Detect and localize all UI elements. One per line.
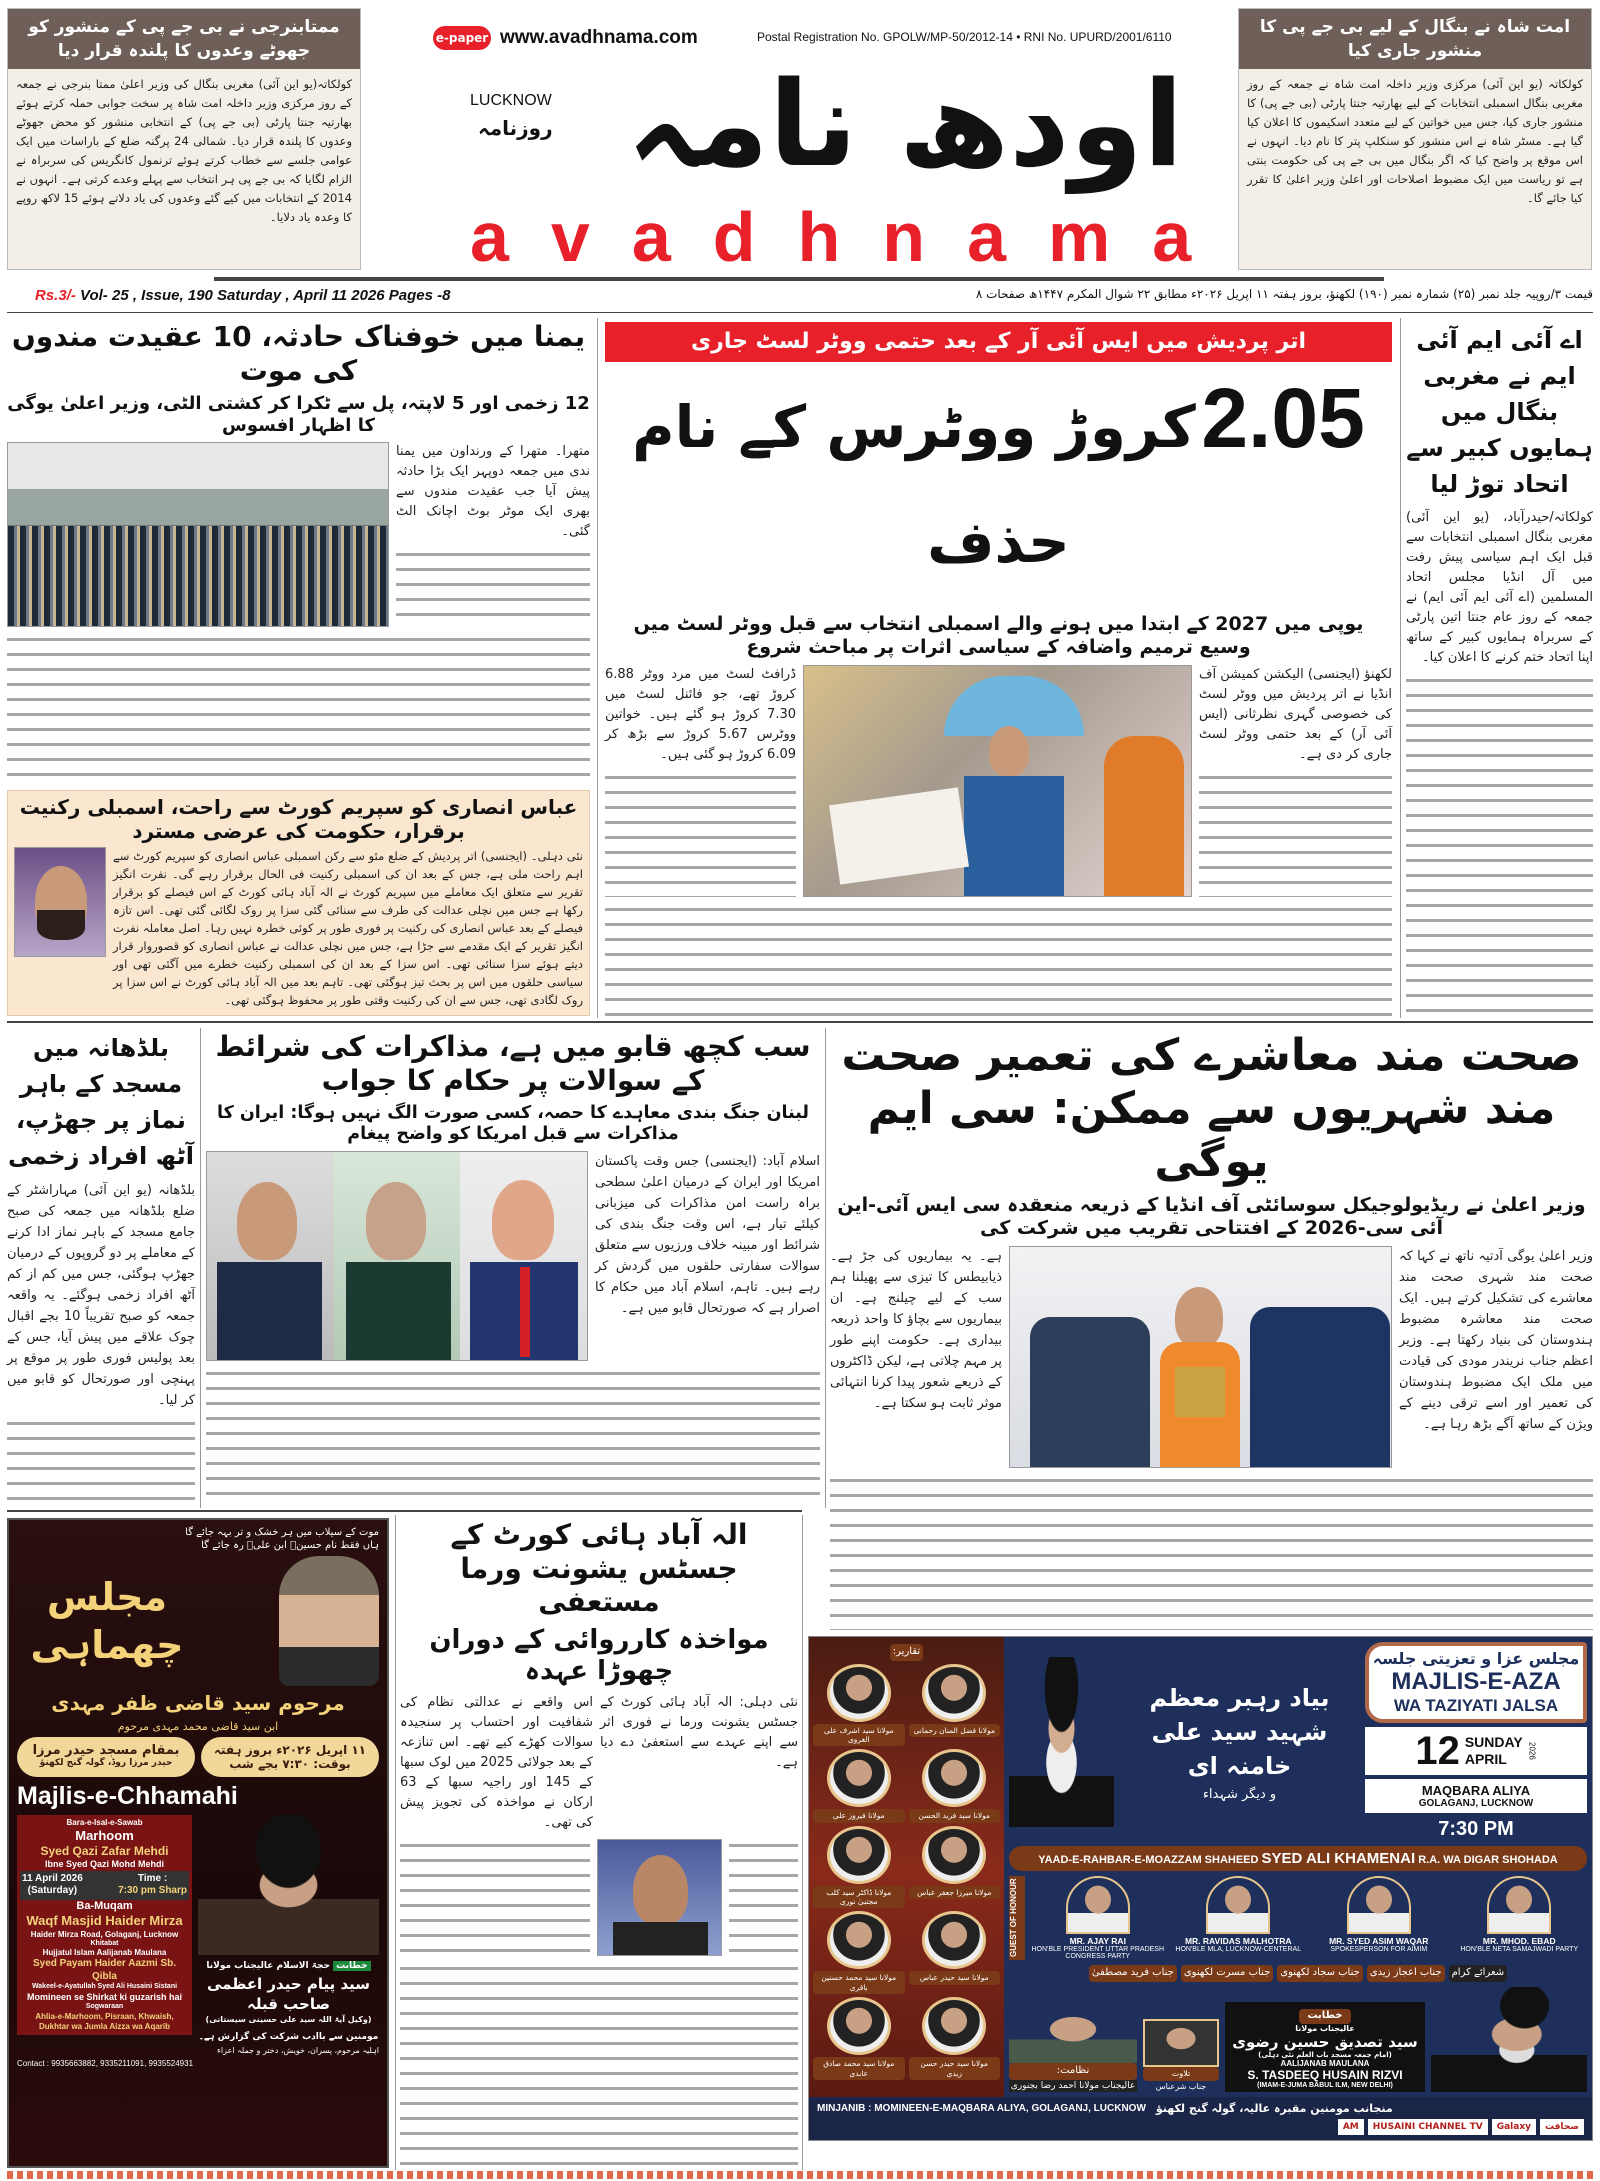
justice-varma-photo [597,1839,722,1956]
ad-title-card [1365,1642,1587,1723]
deceased-photo [279,1556,379,1686]
lead-banner: اتر پردیش میں ایس آئی آر کے بعد حتمی ووٹر لسٹ جاری [605,322,1392,362]
allahabad-body-columns [400,1962,798,2166]
deceased-urdu: مرحوم سید قاضی ظفر مہدی [51,1691,345,1715]
deceased-sub-urdu: ابن سید قاضی محمد مہدی مرحوم [117,1720,279,1733]
ad-speaker-urdu3: (وکیل آیۃ اللہ سید علی حسینی سیستانی) [205,2015,372,2024]
guest-card [1171,1876,1307,1960]
speaker-name: مولانا سید حیدر عباس [909,1971,1001,1984]
right-ear-body: کولکاتہ (یو این آئی) مرکزی وزیر داخلہ امت شاہ نے جمعہ کے روز مغربی بنگال اسمبلی انتخابات کے لیے بھارتیہ جنتا پارٹی (بی جے پی) کا منشور جاری کیا، جس میں خواتین کے لیے متعدد اسکیموں کا اعلان کیا گیا ہے۔ مسٹر شاہ نے اس منشور کو سنکلپ پتر کا نام دیا۔ انہوں نے اس موقع پر واضح کیا کہ اگر بنگال میں بی جے پی کی حکومت بنتی ہے تو ریاست میں ایک مضبوط اصلاحات اور اعلیٰ وزیر اعلیٰ کا تقرر کیا جائے گا۔ [1247,77,1583,205]
khatib-photo [1431,1987,1587,2092]
tilawat-name: جناب شرعباس [1155,2081,1207,2091]
yamuna-body-columns [7,633,590,784]
leader-photo-center [334,1152,461,1360]
column-divider [825,1028,826,1508]
speaker-photo [827,1664,891,1722]
ad-speaker-urdu-block [198,1959,379,2042]
lead-story-lead: لکھنؤ (ایجنسی) الیکشن کمیشن آف انڈیا نے اتر پردیش میں ووٹر لسٹ کی خصوصی گہری نظرثانی (ایس آئی آر) کے بعد حتمی ووٹر لسٹ جاری کر دی ہے۔ [1199,666,1392,762]
column-divider [1400,318,1401,1018]
sponsor-logo: AM [1338,2119,1364,2135]
speaker-photo [827,1749,891,1807]
ad-date-card [1365,1727,1587,1775]
yogi-story [830,1030,1593,1630]
issue-info: Vol- 25 , Issue, 190 Saturday , April 11 2026 Pages -8 [80,287,451,304]
ad-deceased-name: Syed Qazi Zafar Mehdi [40,1844,169,1859]
column-divider [200,1028,201,1508]
majlis-chhamahi-ad [7,1518,389,2168]
ad-date-month: APRIL [1464,1751,1507,1767]
minjanib-urdu: منجانب مومنین مقبرہ عالیہ، گولہ گنج لکھنؤ [1155,2101,1393,2115]
ad-speaker: Syed Payam Haider Aazmi Sb. Qibla [32,1958,177,1982]
yaad-name: SYED ALI KHAMENAI [1261,1850,1416,1867]
speaker-card [909,1826,1001,1909]
aimim-body [1406,674,1593,1016]
yogi-body-columns [830,1474,1593,1630]
khatib-en2: S. TASDEEQ HUSAIN RIZVI [1247,2067,1403,2082]
aimim-story [1406,322,1593,1016]
right-ear-title: امت شاہ نے بنگال کے لیے بی جے پی کا منشور جاری کیا [1239,9,1591,69]
ad-time-label: Time : [137,1872,168,1884]
speaker-name: مولانا سید محمد حسنین باقری [813,1971,905,1994]
ad-urdu-title: مجلس چھماہی [30,1575,184,1667]
right-ear-box [1238,8,1592,270]
column-divider [395,1515,396,2170]
ad-speaker-urdu2: سید پیام حیدر اعظمی صاحب قبلہ [206,1975,371,2013]
buldhana-headline: بلڈھانہ میں مسجد کے باہر نماز پر جھڑپ، آٹھ افراد زخمی [8,1034,194,1170]
ad-right-title2: WA TAZIYATI JALSA [1393,1696,1559,1715]
khitabat-block [1225,2002,1425,2092]
aimim-headline: اے آئی ایم آئی ایم نے مغربی بنگال میں ہمایوں کبیر سے اتحاد توڑ لیا [1406,326,1593,498]
urdu-dateline: قیمت ۳/روپیہ جلد نمبر (۲۵) شمارہ نمبر (۱۹۰) لکھنؤ، بروز ہفتہ ۱۱ اپریل ۲۰۲۶ء مطابق ۲۲ شوال المکرم ۱۴۴۷ھ صفحات ۸ [975,287,1593,301]
ad-date-year: 2026 [1527,1742,1537,1760]
ad-wakeel: Wakeel-e-Ayatullah Syed Ali Husaini Sistani [31,1983,178,1991]
guest-photo [1206,1876,1270,1934]
ad-request-urdu: مومنین سے باادب شرکت کی گزارش ہے۔ [198,2032,379,2042]
left-ear-title: ممتابنرجی نے بی جے پی کے منشور کو جھوٹے وعدوں کا پلندہ قرار دیا [8,9,360,69]
speaker-name: مولانا سید اشرف علی الغروی [813,1724,905,1747]
ad-venue-urdu: بمقام مسجد حیدر مرزا [32,1743,180,1758]
ad-venue-badge [17,1737,195,1777]
speakers-panel [809,1637,1004,2097]
khatib-en1: AALIJANAB MAULANA [1280,2058,1370,2068]
guest-name: MR. AJAY RAI [1069,1936,1126,1946]
speaker-card [909,1997,1001,2080]
ad-couplet-1: موت کے سیلاب میں ہر خشک و تر بہہ جائے گا [185,1527,379,1538]
ad-footer [809,2097,1592,2140]
poet-name: جناب اعجاز زیدی [1367,1965,1445,1982]
leaders-photo [206,1151,588,1361]
lead-body-left [605,771,796,897]
khatib-urdu1: عالیجناب مولانا [1295,2023,1355,2033]
speaker-photo [922,1826,986,1884]
ad-calligraphy: بیاد رہبر معظم شہید سید علی خامنہ ای [1149,1684,1330,1780]
ad-couplet-2: ہاں فقط نام حسینؑ ابن علیؑ رہ جائے گا [201,1540,379,1551]
lead-story [605,322,1392,1016]
guest-photo [1487,1876,1551,1934]
speaker-name: مولانا سید فرید الحسن [909,1809,1001,1822]
guest-role: SPOKESPERSON FOR AIMIM [1330,1946,1428,1953]
ad-title: Majlis-e-Chhamahi [17,1782,238,1810]
ad-date-number: 12 [1415,1729,1460,1773]
speaker-photo [922,1664,986,1722]
speaker-card [813,1749,905,1822]
taqareer-label: تقاریر: [890,1644,923,1661]
ad-main [1004,1637,1592,2097]
city-label: LUCKNOW [470,92,552,109]
allahabad-lead: نئی دہلی: الہ آباد ہائی کورٹ کے جسٹس یشونت ورما نے فوری اثر سے اپنے عہدے سے استعفیٰ دے دیا ہے۔ [600,1695,798,1771]
masthead-rule [214,277,1384,281]
ad-khitabat-urdu: خطابت [333,1961,371,1971]
ad-bottom-row [1009,1987,1587,2092]
voter-list-photo [803,665,1192,897]
lead-body-right [1199,771,1392,897]
guest-card [1452,1876,1588,1960]
ad-date-day: SUNDAY [1464,1734,1523,1750]
aimim-lead: کولکاتہ/حیدرآباد، (یو این آئی) مغربی بنگال اسمبلی انتخابات سے قبل ایک اہم سیاسی پیش رفت میں آل انڈیا مجلس اتحاد المسلمین (اے آئی ایم آئی ایم) نے جمعہ کے روز عام جنتا اتین پارٹی کے سربراہ ہمایوں کبیر کے ساتھ اپنا اتحاد ختم کرنے کا اعلان کیا۔ [1406,510,1593,665]
postal-registration: Postal Registration No. GPOLW/MP-50/2012-14 • RNI No. UPURD/2001/6110 [757,30,1172,44]
leader-photo-right [460,1152,587,1360]
left-ear-box [7,8,361,270]
abbas-headline: عباس انصاری کو سپریم کورٹ سے راحت، اسمبلی رکنیت برقرار، حکومت کی عرضی مسترد [19,795,578,843]
guest-name: MR. SYED ASIM WAQAR [1329,1936,1429,1946]
speaker-photo [922,1997,986,2055]
yamuna-subheadline: 12 زخمی اور 5 لاپتہ، پل سے ٹکرا کر کشتی الٹی، وزیر اعلیٰ یوگی کا اظہار افسوس [7,393,590,436]
ad-time: 7:30 PM [1438,1818,1514,1840]
allahabad-headline: الہ آباد ہائی کورٹ کے جسٹس یشونت ورما مستعفی [450,1518,748,1619]
yogi-subheadline: وزیر اعلیٰ نے ریڈیولوجیکل سوسائٹی آف انڈیا کے ذریعہ منعقدہ سی ایس آئی-این آئی سی-2026 کے افتتاحی تقریب میں شرکت کی [837,1194,1586,1240]
guest-role: HON'BLE NETA SAMAJWADI PARTY [1460,1946,1579,1953]
allahabad-body-left [400,1839,590,1956]
speaker-card [909,1749,1001,1822]
lead-headline [605,368,1392,607]
tilawat-block [1143,2019,1219,2092]
yamuna-lead: متھرا۔ متھرا کے ورنداون میں یمنا ندی میں جمعہ دوپہر ایک بڑا حادثہ پیش آیا جب عقیدت مندوں سے بھری ایک موٹر بوٹ اچانک الٹ گئی۔ [396,444,590,540]
speaker-name: مولانا میرزا جعفر عباس [909,1886,1001,1899]
ad-address: Haider Mirza Road, Golaganj, Lucknow [30,1929,179,1939]
buldhana-story [7,1030,195,1506]
guests-row [1009,1876,1587,1960]
dateline-rule [7,312,1593,313]
leader-photo-left [207,1152,334,1360]
logo-latin: avadhnama [470,198,1234,276]
khatib-en3: (IMAM-E-JUMA BABUL ILM, NEW DELHI) [1257,2081,1393,2089]
guest-name: MR. MHOD. EBAD [1482,1936,1556,1946]
speaker-name: مولانا سید حیدر حسن زیدی [909,2057,1001,2080]
speaker-card [813,1664,905,1747]
ad-ba-muqam: Ba-Muqam [76,1899,133,1912]
bottom-decorative-border [7,2171,1593,2179]
yaad-post: R.A. WA DIGAR SHOHADA [1418,1854,1558,1866]
iran-story [206,1030,820,1506]
epaper-badge[interactable]: e-paper [433,26,491,50]
ad-ibne: Ibne Syed Qazi Mohd Mehdi [44,1859,164,1870]
lead-body-columns [605,903,1392,1016]
roznama-label: روزنامہ [478,116,553,140]
ad-speaker-urdu1: حجۃ الاسلام عالیجناب مولانا [206,1961,330,1971]
nizamat-name: عالیجناب مولانا احمد رضا بجنوری [1010,2080,1136,2091]
buldhana-lead: بلڈھانہ (یو این آئی) مہاراشٹر کے ضلع بلڈھانہ میں جمعہ کی صبح جامع مسجد کے باہر نماز ادا کرنے کے معاملے پر دو گروپوں کے درمیان جھڑپ ہوگئی، جس میں کم از کم آٹھ افراد زخمی ہوگئے۔ یہ واقعہ جمعہ کو صبح تقریباً 10 بجے اقبال چوک علاقے میں پیش آیا، جس کے بعد پولیس فوری طور پر موقع پر پہنچی اور صورتحال کو قابو میں کر لیا۔ [7,1183,195,1408]
guest-photo [1347,1876,1411,1934]
nizamat-block [1009,2011,1137,2092]
speaker-card [909,1664,1001,1747]
abbas-ansari-photo [14,847,106,957]
section-rule [7,1021,1593,1023]
ad-venue-card [1365,1779,1587,1813]
yogi-headline: صحت مند معاشرے کی تعمیر صحت مند شہریوں سے ممکن: سی ایم یوگی [841,1030,1582,1187]
yogi-col2: ہے۔ یہ بیماریوں کی جڑ ہے۔ ذیابیطس کا تیزی سے پھیلنا ہم سب کے لیے چیلنج ہے۔ ان بیماریوں سے بچاؤ کا واحد ذریعہ بیداری ہے۔ حکومت اپنے طور پر مہم چلاتی ہے، لیکن ڈاکٹروں کے ذریعے شعور پیدا کرنا انتہائی موثر ثابت ہو سکتا ہے۔ [830,1248,1002,1411]
speaker-card [909,1911,1001,1994]
minjanib: MINJANIB : MOMINEEN-E-MAQBARA ALIYA, GOLAGANJ, LUCKNOW [817,2102,1146,2114]
ad-date-badge [201,1737,379,1777]
column-divider [597,318,598,1018]
yamuna-story [7,320,590,1016]
speaker-name: مولانا سید محمد صادق عابدی [813,2057,905,2080]
ad-isal: Bara-e-Isal-e-Sawab [66,1818,143,1827]
speaker-photo [827,1911,891,1969]
ad-venue-sub-urdu: حیدر مرزا روڈ، گولہ گنج لکھنؤ [39,1758,173,1768]
ad-time: 7:30 pm Sharp [118,1885,187,1896]
speaker-card [813,1911,905,1994]
lead-story-figures: ڈرافٹ لسٹ میں مرد ووٹر 6.88 کروڑ تھے، جو فائنل لسٹ میں 7.30 کروڑ ہو گئے ہیں۔ خواتین ووٹرس 5.67 کروڑ سے بڑھ کر 6.09 کروڑ ہو گئی ہیں۔ [605,666,796,762]
iran-lead: اسلام آباد: (ایجنسی) جس وقت پاکستان امریکا اور ایران کے درمیان اعلیٰ سطحی براہ راست امن مذاکرات کی میزبانی کیلئے تیار ہے، اس وقت جنگ بندی کی شرائط اور مبینہ خلاف ورزیوں سے متعلق سوالات سفارتی حلقوں میں گردش کر رہے ہیں۔ تاہم، اسلام آباد میں حکام کا اصرار ہے کہ صورتحال قابو میں ہے۔ [595,1154,820,1317]
logo-urdu: اودھ نامہ [626,55,1184,193]
ad-hujjat: Hujjatul Islam Aalijanab Maulana [42,1948,167,1958]
ad-date: 11 April 2026 [22,1872,83,1884]
ad-venue-1: MAQBARA ALIYA [1421,1783,1531,1798]
left-ear-body: کولکاتہ(یو این آئی) مغربی بنگال کی وزیر اعلیٰ ممتا بنرجی نے جمعہ کے روز مرکزی وزیر داخلہ امت شاہ پر سخت جوابی حملہ کرتے ہوئے بھارتیہ جنتا پارٹی (بی جے پی) کے انتخابی منشور کو محض جھوٹے وعدوں کا پلندہ قرار دیا۔ شمالی 24 پرگنہ ضلع کے باراسات میں ایک عوامی جلسے سے خطاب کرتے ہوئے ترنمول کانگریس کی سربراہ نے الزام لگایا کہ بی جے پی ہر انتخاب سے پہلے وعدے کرتی ہے۔ انہوں نے 2014 کے انتخابات میں کیے گئے وعدوں کی یاد دلاتے ہوئے 15 لاکھ روپے کا وعدہ یاد دلایا۔ [16,77,352,224]
ad-sogwaraan: Sogwaraan [85,2003,124,2011]
yogi-event-photo [1009,1246,1392,1468]
khamenei-portrait [1009,1657,1114,1827]
price: Rs.3/- [35,287,76,304]
allahabad-subheadline: مواخذہ کارروائی کے دوران چھوڑا عہدہ [429,1624,769,1686]
allahabad-story [400,1518,798,2166]
ad-marhoom: Marhoom [75,1828,134,1843]
ad-family-urdu: اہلیہ مرحوم، پسران، خویش، دختر و جملہ اعزاء [217,2046,379,2055]
ad-day: (Saturday) [27,1885,78,1896]
ad-venue-2: GOLAGANJ, LUCKNOW [1418,1798,1534,1809]
yamuna-headline: یمنا میں خوفناک حادثہ، 10 عقیدت مندوں کی موت [11,320,586,387]
guest-of-honour-label: GUEST OF HONOUR [1009,1876,1025,1960]
guest-role: HON'BLE PRESIDENT UTTAR PRADESH CONGRESS PARTY [1031,1946,1165,1960]
ad-khitabat: Khitabat [90,1939,119,1947]
lead-headline-number: 2.05 [1201,371,1365,465]
poet-name: جناب سجاد لکھنوی [1277,1965,1363,1982]
lead-subheadline: یوپی میں 2027 کے ابتدا میں ہونے والے اسمبلی انتخاب سے قبل ووٹر لسٹ میں وسیع ترمیم واضافہ کے سیاسی اثرات پر مباحث شروع [633,613,1364,658]
yogi-lead: وزیر اعلیٰ یوگی آدتیہ ناتھ نے کہا کہ صحت مند شہری صحت مند معاشرے کی تشکیل کرتے ہیں۔ ایک صحت مند معاشرہ مضبوط ہندوستان کی بنیاد رکھتا ہے۔ وزیر اعظم جناب نریندر مودی کی قیادت میں ملک ایک مضبوط ہندوستان کی تعمیر اور اسے ترقی دینے کے ویژن کے ساتھ آگے بڑھ رہا ہے۔ [1399,1248,1593,1432]
yaad-pre: YAAD-E-RAHBAR-E-MOAZZAM SHAHEED [1038,1854,1259,1866]
speaker-card [813,1997,905,2080]
allahabad-col2: اس واقعے نے عدالتی نظام کی شفافیت اور احتساب پر سنجیدہ سوالات کھڑے کیے تھے۔ اس تنازعہ کے بعد جولائی 2025 میں لوک سبھا کے 145 اور راجیہ سبھا کے 63 ارکان نے مواخذہ کی تجویز پیش کی تھی۔ [400,1695,593,1831]
lead-headline-text: کروڑ ووٹرس کے نام حذف [632,393,1196,576]
speaker-photo [922,1749,986,1807]
yamuna-body-text [396,548,590,627]
allahabad-body-right [729,1839,799,1956]
sponsor-logo: Galaxy [1492,2119,1536,2135]
ad-details-panel [17,1815,192,2035]
iran-headline: سب کچھ قابو میں ہے، مذاکرات کی شرائط کے سوالات پر حکام کا جواب [215,1030,811,1097]
nizamat-photo [1009,2011,1137,2063]
speaker-photo [198,1815,379,1955]
section-rule [7,1510,802,1512]
ad-right-title1: MAJLIS-E-AZA [1391,1668,1561,1695]
iran-body [206,1367,820,1506]
speaker-photo [827,1826,891,1884]
abbas-ansari-box [7,790,590,1016]
guest-card [1311,1876,1447,1960]
nizamat-label: نظامت: [1009,2063,1137,2080]
sponsor-logo: HUSAINI CHANNEL TV [1368,2119,1488,2135]
speaker-photo [922,1911,986,1969]
khatib-urdu2: سید تصدیق حسین رضوی [1232,2032,1418,2051]
guest-name: MR. RAVIDAS MALHOTRA [1184,1936,1292,1946]
ad-top-row [1009,1642,1587,1841]
guest-card [1030,1876,1166,1960]
yamuna-photo [7,442,389,627]
column-divider [802,1515,803,2170]
ad-couplets [17,1526,379,1552]
khatib-urdu3: (امام جمعہ مسجد باب العلم نئی دہلی) [1258,2050,1392,2059]
ad-venue: Waqf Masjid Haider Mirza [26,1913,183,1929]
majlis-e-aza-ad [808,1636,1593,2141]
iran-subheadline: لبنان جنگ بندی معاہدے کا حصہ، کسی صورت الگ نہیں ہوگا: ایران کا مذاکرات سے قبل امریکا کو واضح پیغام [217,1103,809,1145]
ad-time-urdu: بوقت: ۷:۳۰ بجے شب [229,1757,351,1771]
speaker-name: مولانا ڈاکٹر سید کلب مجتبیٰ نوری [813,1886,905,1909]
sponsor-logo: صحافت [1540,2119,1584,2135]
ad-digar-shohada: و دیگر شہداء [1202,1787,1277,1802]
ad-contact: Contact : 9935663882, 9335211091, 9935524931 [17,2059,194,2068]
ad-yaad-banner [1009,1846,1587,1871]
guest-role: HON'BLE MLA, LUCKNOW-CENTERAL [1175,1946,1302,1953]
tilawat-label: تلاوت [1143,2067,1219,2081]
ad-family: Ahlia-e-Marhoom, Pisraan, Khwaish, Dukhtar wa Jumla Aizza wa Aqarib [35,2012,174,2031]
speaker-name: مولانا فضل المنان رحمانی [909,1724,1001,1737]
khitabat-label: خطابت [1299,2009,1350,2024]
abbas-body: نئی دہلی۔ (ایجنسی) اتر پردیش کے ضلع مئو سے رکن اسمبلی عباس انصاری کو سپریم کورٹ سے اہم راحت ملی ہے، جس کے بعد ان کی اسمبلی رکنیت فی الحال برقرار رہے گی۔ نفرت انگیز تقریر سے متعلق ایک معاملے میں سپریم کورٹ نے الہ آباد ہائی کورٹ کے اس فیصلے کو برقرار رکھا ہے جس میں نچلی عدالت کی طرف سے سنائی گئی سزا پر روک لگائی گئی تھی۔ اس تازہ فیصلے کے بعد عباس انصاری کی رکنیت پر فوری طور پر کوئی خطرہ نہیں رہا۔ اصل معاملہ نفرت انگیز تقریر کے ایک مقدمے سے جڑا ہے، جس میں نچلی عدالت نے عباس انصاری کو قصوروار قرار دیتے ہوئے سزا سنائی تھی۔ اس سزا کے بعد ان کی اسمبلی رکنیت خطرے میں آگئی تھی اور سیاسی حلقوں میں اس پر بحث تیز ہوگئی تھی۔ تاہم بعد میں الہ آباد ہائی کورٹ نے اس سزا پر روک لگادی تھی، جس سے ان کی رکنیت وقتی طور پر محفوظ ہوگئی تھی۔ [113,849,583,1007]
ad-request: Momineen se Shirkat ki guzarish hai [26,1992,183,2002]
poet-name: جناب مسرت لکھنوی [1181,1965,1273,1982]
ad-date-urdu: ۱۱ اپریل ۲۰۲۶ء بروز ہفتہ [213,1743,367,1757]
ad-right-urdu-title: مجلس عزا و تعزیتی جلسہ [1372,1649,1580,1668]
buldhana-body [7,1417,195,1506]
guest-photo [1066,1876,1130,1934]
website-link[interactable]: www.avadhnama.com [500,27,698,48]
poet-name: جناب فرید مصطفیٰ [1089,1965,1177,1982]
poets-label: شعرائے کرام [1449,1965,1508,1982]
speaker-photo [827,1997,891,2055]
speaker-card [813,1826,905,1909]
tilawat-photo [1143,2019,1219,2067]
speaker-name: مولانا فیروز علی [813,1809,905,1822]
